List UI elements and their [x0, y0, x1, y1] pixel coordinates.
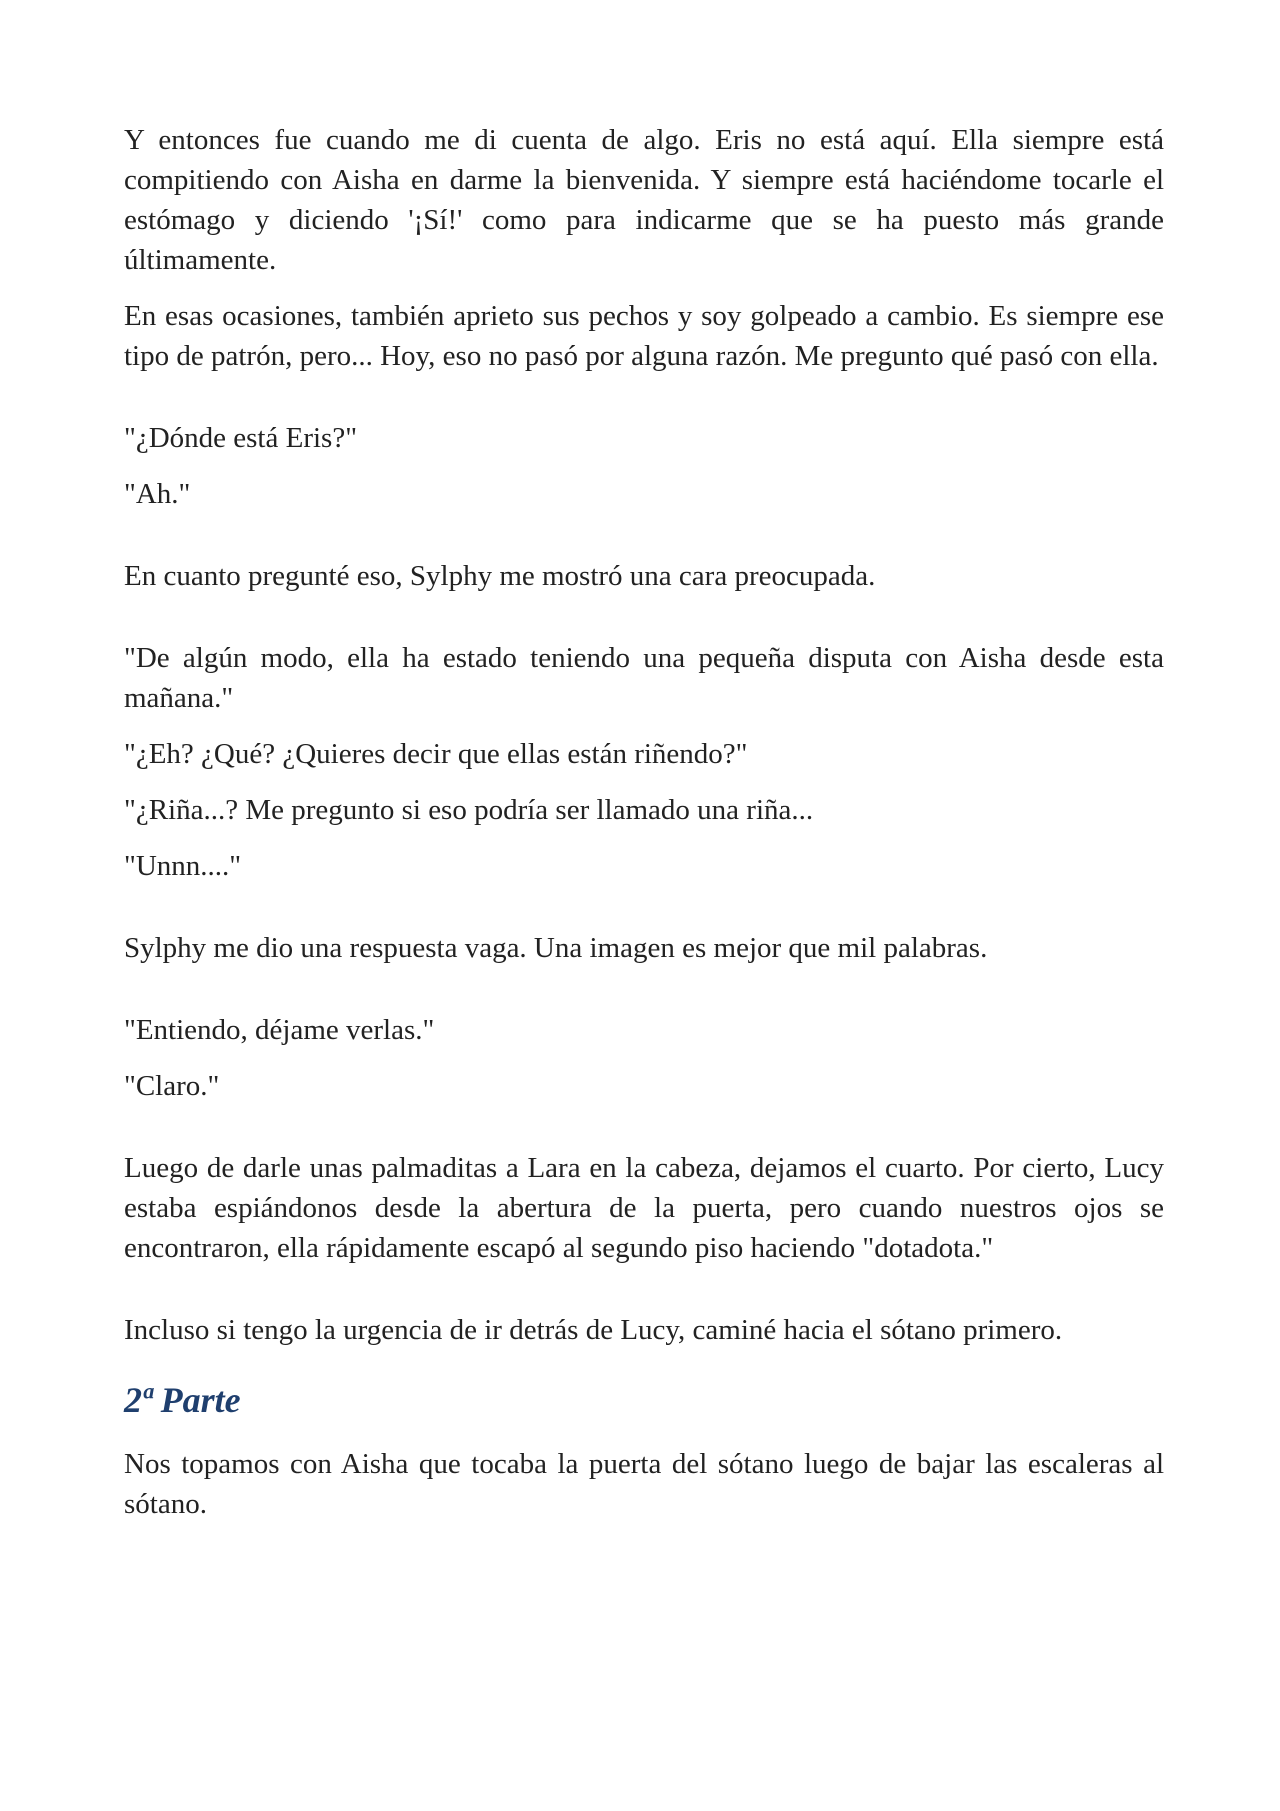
document-page: [124, 120, 1164, 1524]
paragraph: Luego de darle unas palmaditas a Lara en la cabeza, dejamos el cuarto. Por cierto, Lucy estaba espiándonos desde la abertura de la puerta, pero cuando nuestros ojos se encontraron, ella rápidamente escapó al segundo piso haciendo "dotadota.": [124, 1152, 1164, 1264]
dialogue-line: "De algún modo, ella ha estado teniendo una pequeña disputa con Aisha desde esta mañana.": [124, 642, 1164, 714]
paragraph: Sylphy me dio una respuesta vaga. Una imagen es mejor que mil palabras.: [124, 932, 988, 964]
paragraph: Incluso si tengo la urgencia de ir detrás de Lucy, caminé hacia el sótano primero.: [124, 1314, 1063, 1346]
paragraph: Y entonces fue cuando me di cuenta de algo. Eris no está aquí. Ella siempre está compitiendo con Aisha en darme la bienvenida. Y siempre está haciéndome tocarle el estómago y diciendo '¡Sí!' como para indicarme que se ha puesto más grande últimamente.: [124, 124, 1164, 276]
dialogue-line: "Ah.": [124, 478, 191, 510]
dialogue-line: "¿Eh? ¿Qué? ¿Quieres decir que ellas están riñendo?": [124, 738, 748, 770]
dialogue-line: "Entiendo, déjame verlas.": [124, 1014, 435, 1046]
dialogue-line: "¿Riña...? Me pregunto si eso podría ser llamado una riña...: [124, 794, 814, 826]
paragraph: Nos topamos con Aisha que tocaba la puerta del sótano luego de bajar las escaleras al sótano.: [124, 1448, 1164, 1520]
dialogue-line: "Claro.": [124, 1070, 220, 1102]
paragraph: En cuanto pregunté eso, Sylphy me mostró una cara preocupada.: [124, 560, 876, 592]
paragraph: En esas ocasiones, también aprieto sus pechos y soy golpeado a cambio. Es siempre ese tipo de patrón, pero... Hoy, eso no pasó por alguna razón. Me pregunto qué pasó con ella.: [124, 300, 1164, 372]
section-heading: 2ª Parte: [124, 1380, 241, 1420]
dialogue-line: "¿Dónde está Eris?": [124, 422, 358, 454]
dialogue-line: "Unnn....": [124, 850, 242, 882]
